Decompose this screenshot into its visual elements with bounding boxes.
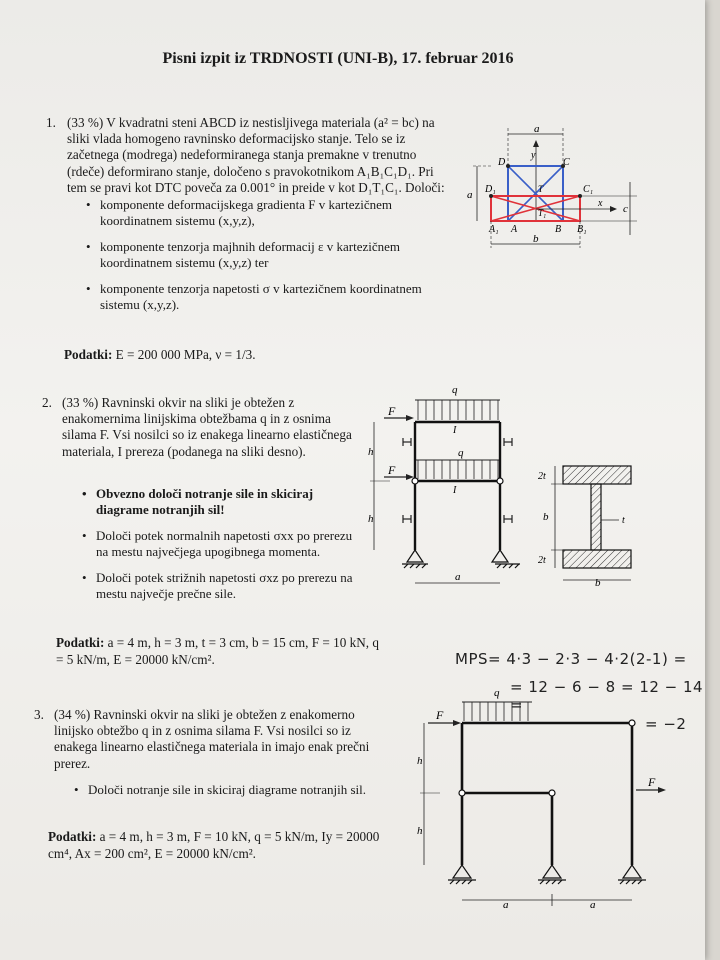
figure2-frame bbox=[360, 380, 545, 595]
problem2-given bbox=[56, 634, 388, 668]
figure1-deformation bbox=[455, 120, 650, 255]
fig2-section-label-t: t bbox=[622, 515, 625, 526]
fig3-label-h-bot: h bbox=[417, 825, 423, 837]
fig2-section-label-2t-bot: 2t bbox=[538, 555, 546, 566]
given-label: Podatki: bbox=[64, 347, 113, 362]
problem1-bullets bbox=[86, 197, 448, 323]
fig1-label-c: c bbox=[623, 203, 628, 215]
fig3-label-h-top: h bbox=[417, 755, 423, 767]
list-item: • Določi potek normalnih napetosti σxx po prerezu na mestu največjega upogibnega momenta. bbox=[82, 528, 354, 560]
problem3-number: 3. bbox=[34, 707, 44, 722]
fig1-label-a-top: a bbox=[534, 123, 540, 135]
list-item: • Določi notranje sile in skiciraj diagrame notranjih sil. bbox=[74, 782, 374, 798]
list-item: • komponente deformacijskega gradienta F v kartezičnem koordinatnem sistemu (x,y,z), bbox=[86, 197, 448, 229]
fig3-label-a-right: a bbox=[590, 899, 596, 910]
fig2-label-F-mid: F bbox=[388, 463, 396, 477]
fig2-label-q-top: q bbox=[452, 384, 458, 396]
list-item: • komponente tenzorja majhnih deformacij ε v kartezičnem koordinatnem sistemu (x,y,z) ter bbox=[86, 239, 448, 271]
given-label: Podatki: bbox=[48, 829, 97, 844]
fig1-label-x: x bbox=[598, 198, 603, 209]
fig1-label-C1: C₁ bbox=[583, 184, 594, 195]
handwritten-note-line1: MPS= 4·3 − 2·3 − 4·2(2-1) = bbox=[455, 650, 687, 668]
page-title: Pisni izpit iz TRDNOSTI (UNI-B), 17. februar 2016 bbox=[162, 50, 514, 67]
fig1-label-D: D bbox=[498, 157, 506, 168]
fig2-section-label-b-side: b bbox=[543, 511, 549, 523]
figure2-i-section bbox=[535, 460, 645, 588]
fig2-label-q-mid: q bbox=[458, 447, 464, 459]
fig1-label-B1: B₁ bbox=[577, 224, 587, 235]
problem1-number: 1. bbox=[46, 115, 56, 130]
fig1-label-y: y bbox=[531, 150, 536, 161]
fig2-label-F-top: F bbox=[388, 404, 396, 418]
problem2-bullets bbox=[82, 486, 354, 612]
given-values: a = 4 m, h = 3 m, F = 10 kN, q = 5 kN/m, Iy = 20000 cm⁴, Ax = 200 cm², E = 20000 kN/cm². bbox=[48, 829, 380, 861]
fig1-label-A: A bbox=[511, 224, 518, 235]
fig1-label-C: C bbox=[563, 157, 570, 168]
fig3-label-F-right: F bbox=[648, 775, 656, 789]
problem2-text: (33 %) Ravninski okvir na sliki je obtežen z enakomernima linijskima obtežbama q in z osnima silama F. Vsi nosilci so iz enakega linearno elastičnega materiala, I prereza (podanega na sliki desno). bbox=[62, 395, 352, 459]
given-values: E = 200 000 MPa, ν = 1/3. bbox=[115, 347, 256, 362]
figure3-frame bbox=[400, 680, 670, 910]
problem3-bullets bbox=[74, 782, 374, 808]
problem1-text: (33 %) V kvadratni steni ABCD iz nestisljivega materiala (a² = bc) na sliki vlada homogeno ravninsko deformacijsko stanje. Telo se iz začetnega (modrega) nedeformiranega stanja premakne v trenutno (rdeče) deformirano stanje, določeno s pravokotnikom A₁B₁C₁D₁. Pri tem se pravi kot DTC poveča za 0.001° in preide v kot D₁T₁C₁. Določi: bbox=[67, 115, 445, 195]
fig2-label-I-mid: I bbox=[453, 485, 457, 496]
fig1-label-a-left: a bbox=[467, 189, 473, 201]
fig3-label-q: q bbox=[494, 687, 500, 699]
fig2-section-label-b-bottom: b bbox=[595, 577, 601, 588]
fig2-label-h-top: h bbox=[368, 446, 374, 458]
fig1-label-D1: D₁ bbox=[485, 184, 496, 195]
list-item: • Določi potek strižnih napetosti σxz po prerezu na mestu največje prečne sile. bbox=[82, 570, 354, 602]
problem3-text: (34 %) Ravninski okvir na sliki je obtežen z enakomerno linijsko obtežbo q in z osnima silama F. Vsi nosilci so iz enakega linearno elastičnega materiala in imajo enak prečni prerez. bbox=[54, 707, 370, 771]
fig1-label-B: B bbox=[555, 224, 562, 235]
list-item: • komponente tenzorja napetosti σ v kartezičnem koordinatnem sistemu (x,y,z). bbox=[86, 281, 448, 313]
fig3-label-F-left: F bbox=[436, 708, 444, 722]
problem1-given bbox=[64, 346, 256, 363]
handwritten-note-line2: = 12 − 6 − 8 = 12 − 14 = bbox=[510, 678, 704, 714]
fig1-label-T1: T₁ bbox=[538, 208, 547, 218]
fig2-label-I-top: I bbox=[453, 425, 457, 436]
fig3-label-a-left: a bbox=[503, 899, 509, 910]
given-values: a = 4 m, h = 3 m, t = 3 cm, b = 15 cm, F = 10 kN, q = 5 kN/m, E = 20000 kN/cm². bbox=[56, 635, 379, 667]
fig1-label-A1: A₁ bbox=[489, 224, 499, 235]
problem2-number: 2. bbox=[42, 395, 52, 410]
handwritten-note-line3: = −2 bbox=[645, 715, 687, 733]
fig2-section-label-2t-top: 2t bbox=[538, 471, 546, 482]
problem3-given bbox=[48, 828, 388, 862]
fig1-label-T: T bbox=[538, 184, 544, 194]
fig1-label-b: b bbox=[533, 233, 539, 245]
fig2-label-h-bot: h bbox=[368, 513, 374, 525]
fig2-label-a: a bbox=[455, 571, 461, 583]
list-item: • Obvezno določi notranje sile in skiciraj diagrame notranjih sil! bbox=[82, 486, 354, 518]
given-label: Podatki: bbox=[56, 635, 105, 650]
